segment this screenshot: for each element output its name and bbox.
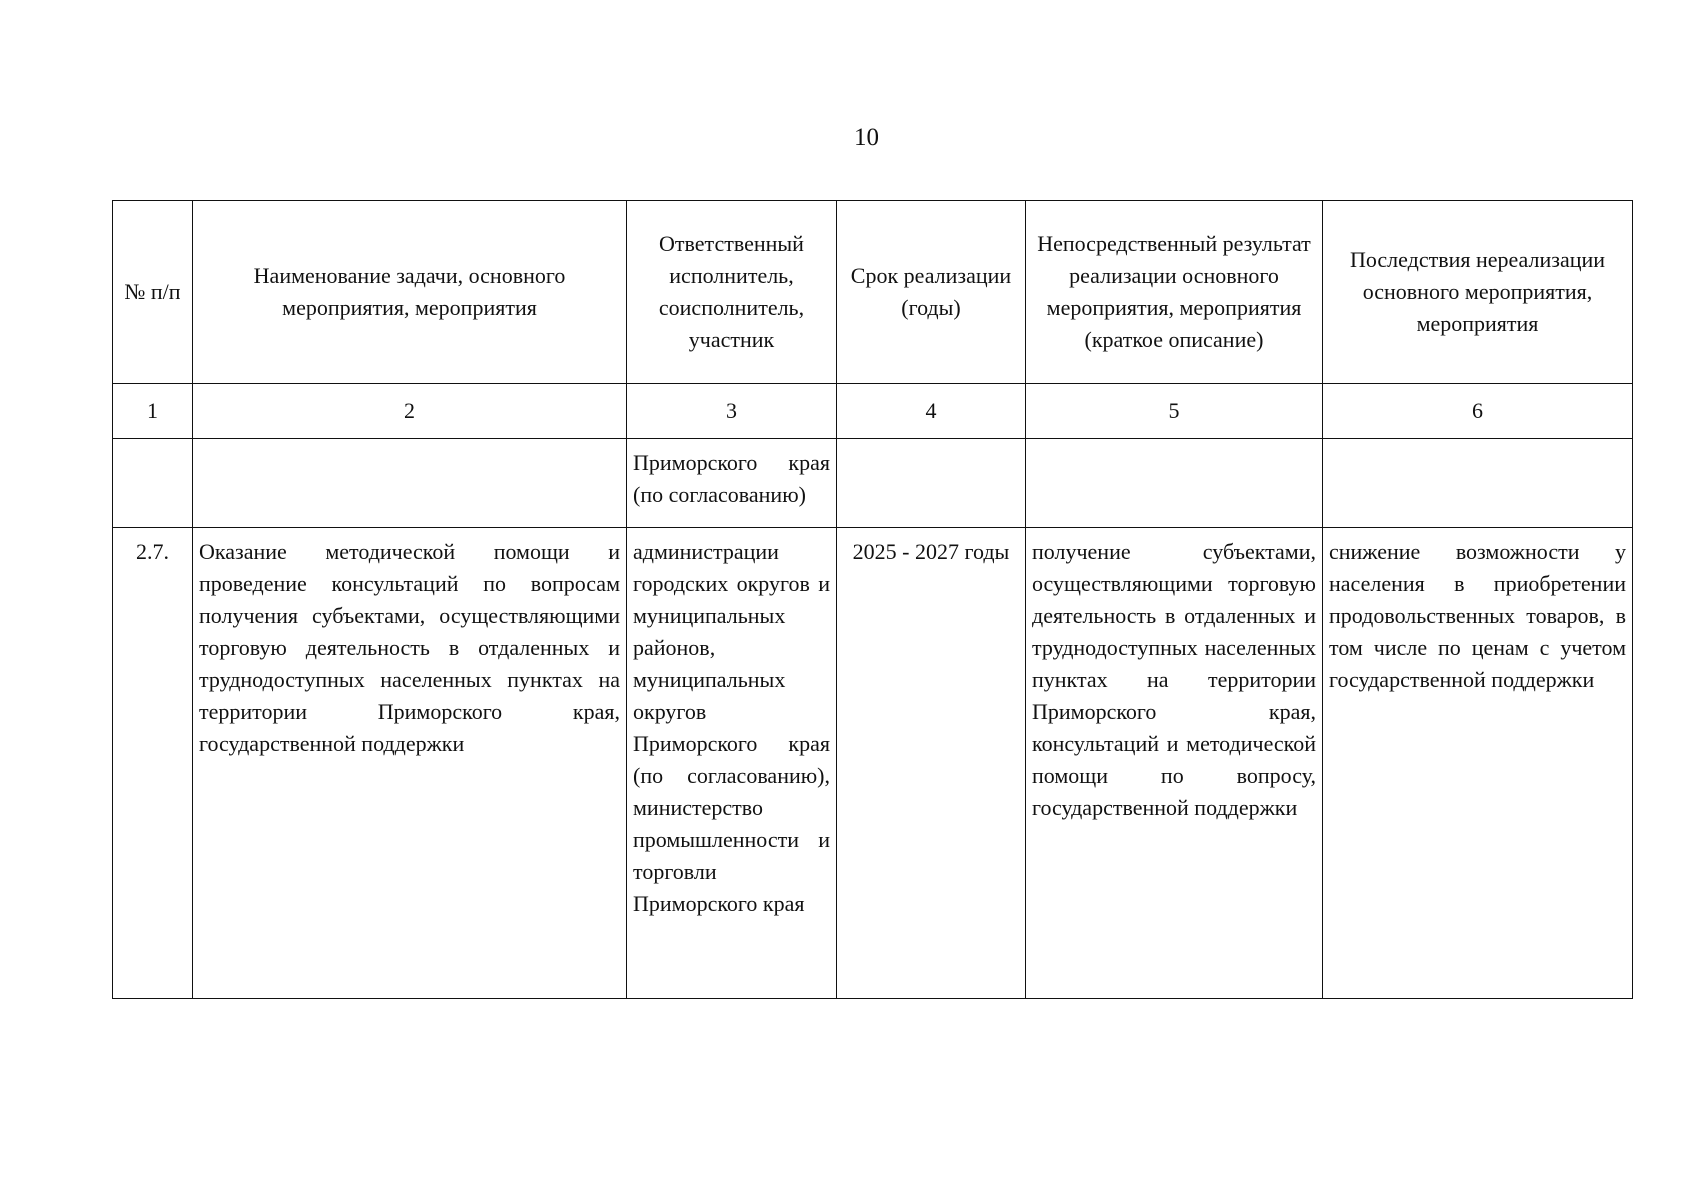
column-number: 1 — [113, 384, 193, 439]
header-result: Непосредственный результат реализации основного мероприятия, мероприятия (краткое описание) — [1026, 201, 1323, 384]
row-number-cell: 2.7. — [113, 528, 193, 999]
task-cell: Оказание методической помощи и проведение консультаций по вопросам получения субъектами, осуществляющими торговую деятельность в отдаленных и труднодоступных населенных пунктах на территории Приморского края, государственной поддержки — [193, 528, 627, 999]
header-consequences: Последствия нереализации основного мероприятия, мероприятия — [1323, 201, 1633, 384]
header-period: Срок реализации (годы) — [837, 201, 1026, 384]
column-number: 3 — [627, 384, 837, 439]
header-number: № п/п — [113, 201, 193, 384]
column-number: 2 — [193, 384, 627, 439]
consequences-cell: снижение возможности у населения в приобретении продовольственных товаров, в том числе по ценам с учетом государственной поддержки — [1323, 528, 1633, 999]
measures-table — [112, 200, 1633, 999]
executor-cell: Приморского края (по согласованию) — [627, 439, 837, 528]
row-number-cell — [113, 439, 193, 528]
result-cell: получение субъектами, осуществляющими торговую деятельность в отдаленных и труднодоступных населенных пунктах на территории Приморского края, консультаций и методической помощи по вопросу, государственной поддержки — [1026, 528, 1323, 999]
task-cell — [193, 439, 627, 528]
column-numbers-row — [113, 384, 1633, 439]
column-number: 5 — [1026, 384, 1323, 439]
header-executor: Ответственный исполнитель, соисполнитель, участник — [627, 201, 837, 384]
table-header-row — [113, 201, 1633, 384]
page-number: 10 — [854, 124, 879, 151]
period-cell: 2025 - 2027 годы — [837, 528, 1026, 999]
executor-cell: администрации городских округов и муниципальных районов, муниципальных округов Приморского края (по согласованию), министерство промышленности и торговли Приморского края — [627, 528, 837, 999]
table-row — [113, 528, 1633, 999]
table-row — [113, 439, 1633, 528]
column-number: 4 — [837, 384, 1026, 439]
column-number: 6 — [1323, 384, 1633, 439]
result-cell — [1026, 439, 1323, 528]
header-task-name: Наименование задачи, основного мероприятия, мероприятия — [193, 201, 627, 384]
period-cell — [837, 439, 1026, 528]
consequences-cell — [1323, 439, 1633, 528]
